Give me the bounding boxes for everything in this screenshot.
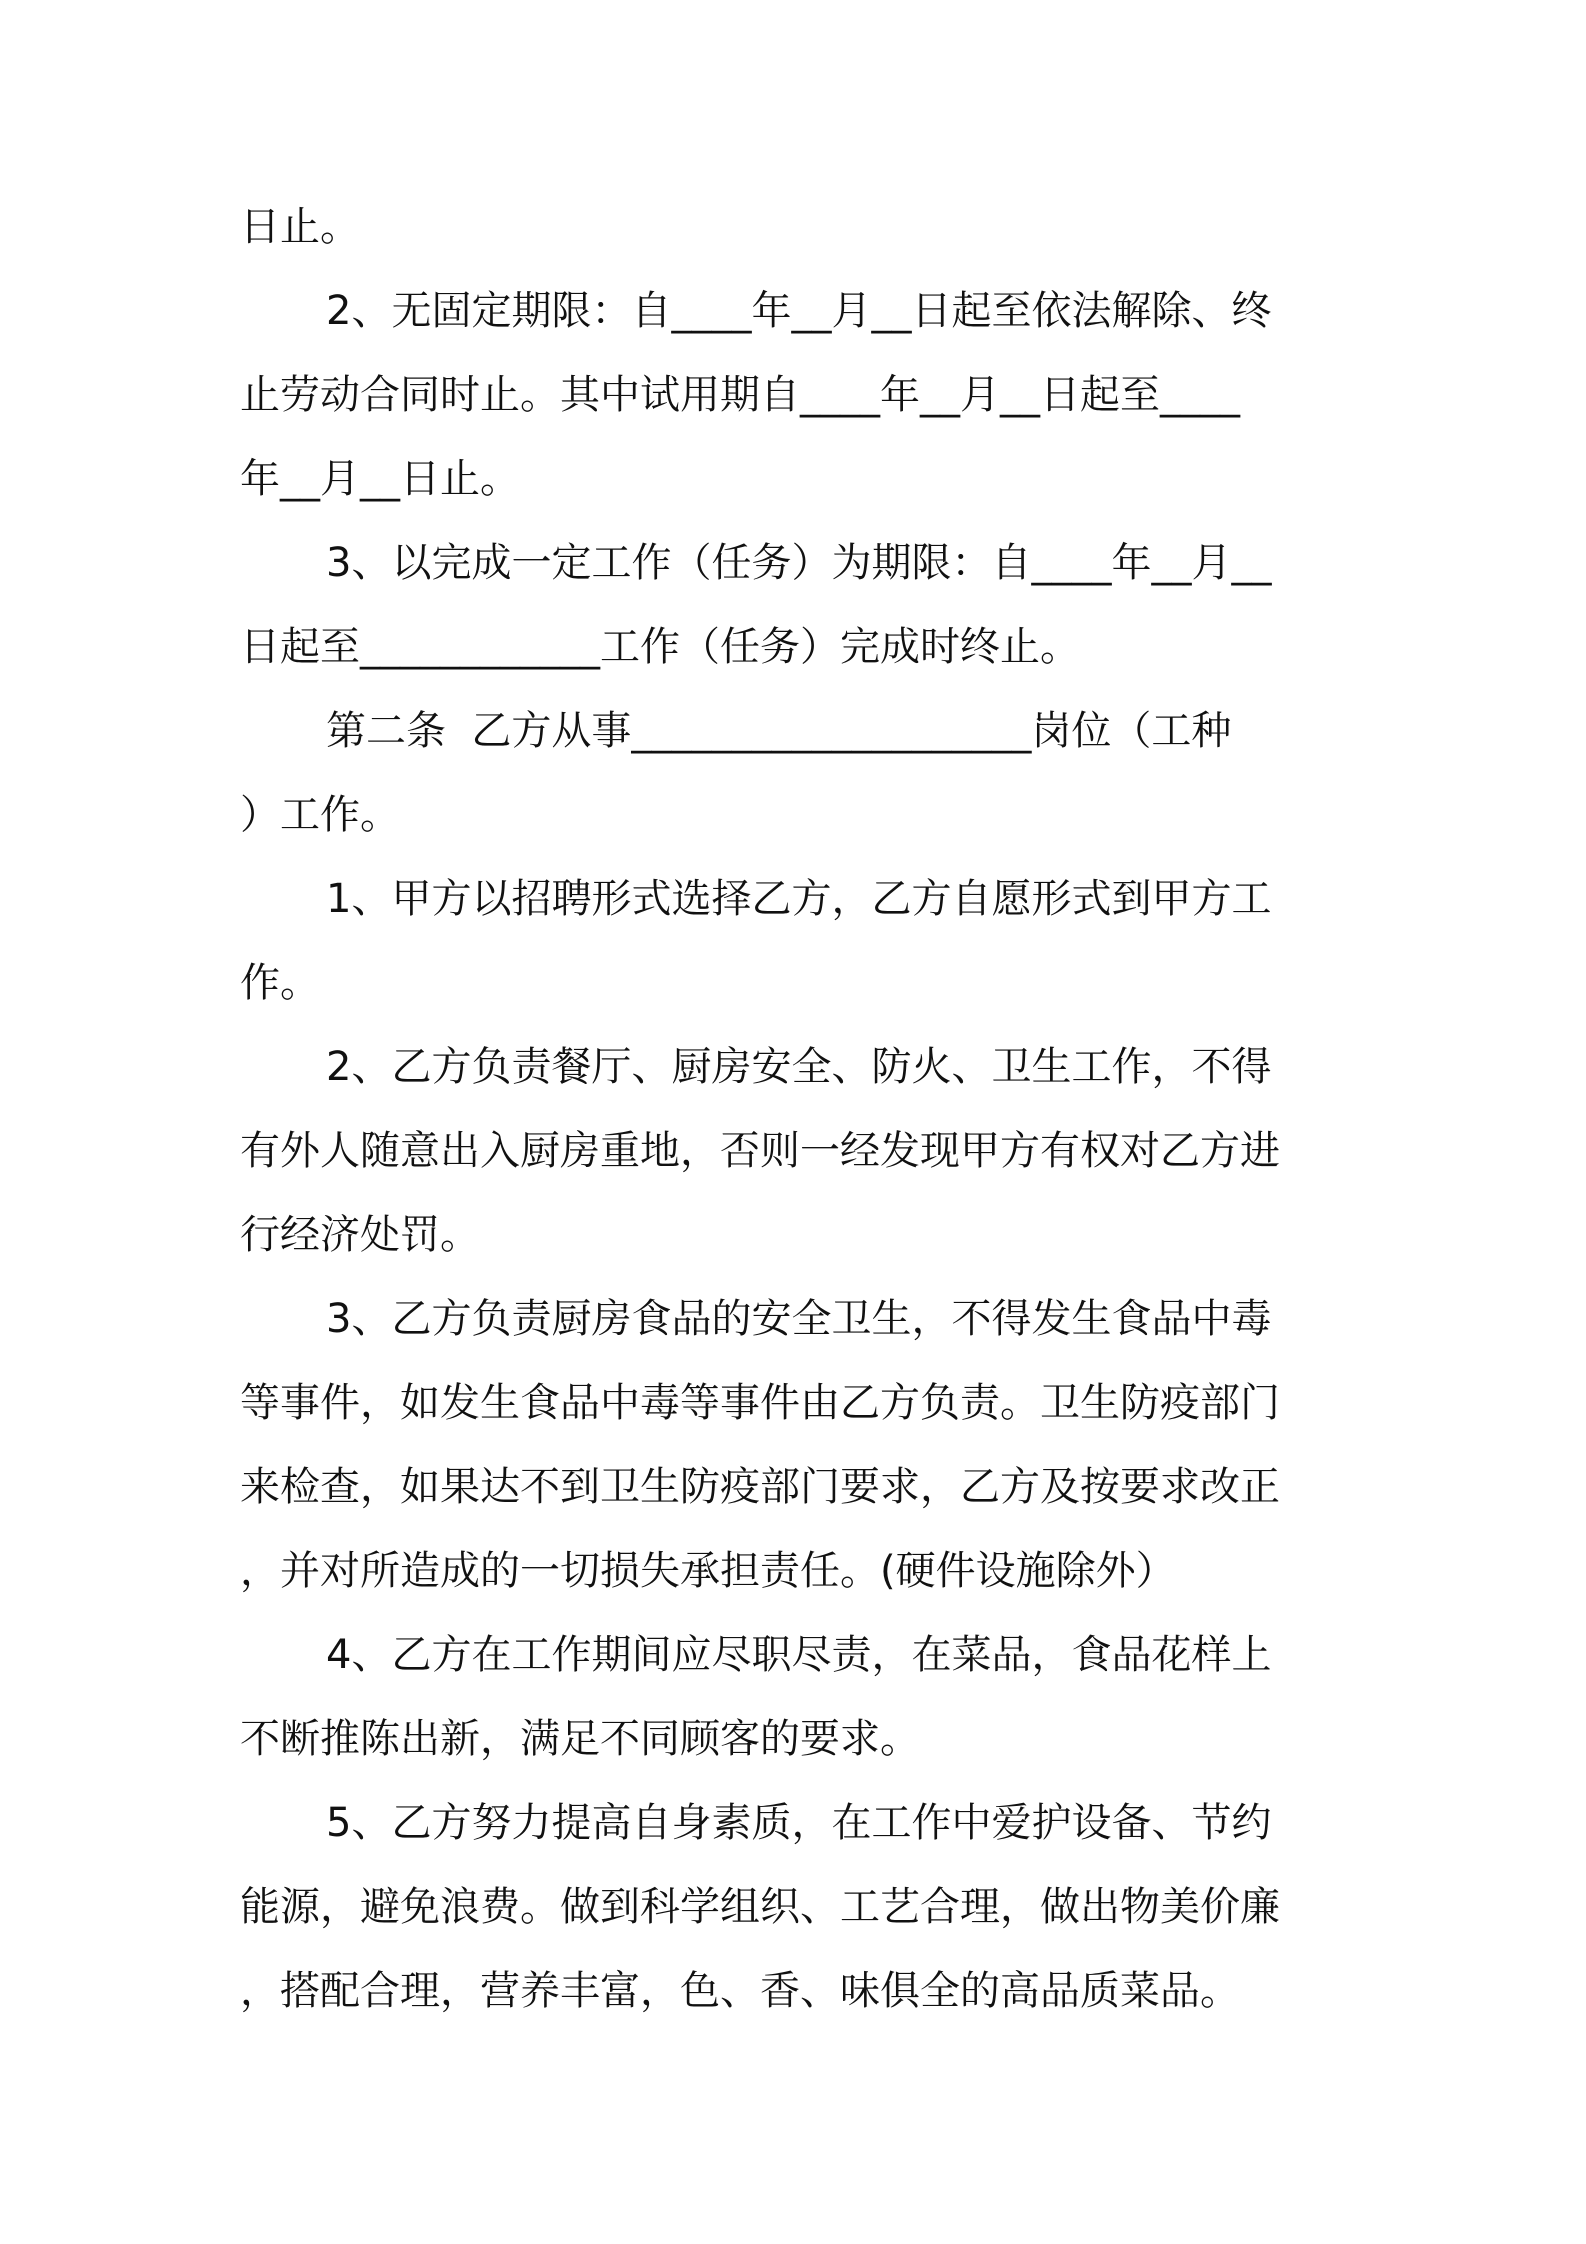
text-line: 止劳动合同时止。其中试用期自____年__月__日起至____ [240, 372, 1240, 418]
text-line: 行经济处罚。 [240, 1212, 480, 1258]
text-line: 能源，避免浪费。做到科学组织、工艺合理，做出物美价廉 [240, 1884, 1280, 1930]
text-line: ，搭配合理，营养丰富，色、香、味俱全的高品质菜品。 [240, 1968, 1240, 2014]
text-line: 5、乙方努力提高自身素质，在工作中爱护设备、节约 [326, 1800, 1272, 1846]
text-line: 2、乙方负责餐厅、厨房安全、防火、卫生工作，不得 [326, 1044, 1272, 1090]
text-line: ，并对所造成的一切损失承担责任。(硬件设施除外） [240, 1548, 1176, 1594]
text-line: 2、无固定期限：自____年__月__日起至依法解除、终 [326, 288, 1272, 334]
text-line: 4、乙方在工作期间应尽职尽责，在菜品，食品花样上 [326, 1632, 1272, 1678]
text-line: 日止。 [240, 204, 360, 250]
text-line: ）工作。 [240, 792, 400, 838]
text-line: 年__月__日止。 [240, 456, 520, 502]
text-line: 等事件，如发生食品中毒等事件由乙方负责。卫生防疫部门 [240, 1380, 1280, 1426]
text-line: 3、以完成一定工作（任务）为期限：自____年__月__ [326, 540, 1272, 586]
text-line: 日起至____________工作（任务）完成时终止。 [240, 624, 1080, 670]
text-line: 1、甲方以招聘形式选择乙方，乙方自愿形式到甲方工 [326, 876, 1272, 922]
text-line: 不断推陈出新，满足不同顾客的要求。 [240, 1716, 920, 1762]
text-line: 作。 [240, 960, 320, 1006]
text-line: 第二条 乙方从事____________________岗位（工种 [326, 708, 1232, 754]
text-line: 3、乙方负责厨房食品的安全卫生，不得发生食品中毒 [326, 1296, 1272, 1342]
text-line: 有外人随意出入厨房重地，否则一经发现甲方有权对乙方进 [240, 1128, 1280, 1174]
text-line: 来检查，如果达不到卫生防疫部门要求，乙方及按要求改正 [240, 1464, 1280, 1510]
